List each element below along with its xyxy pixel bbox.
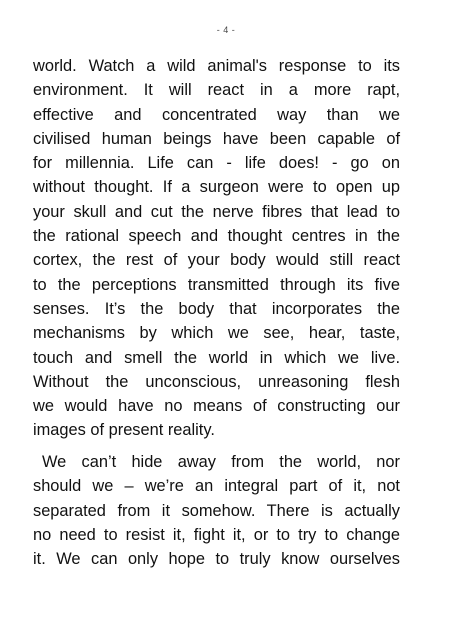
text-line: we would have no means of constructing our [33, 397, 400, 416]
text-line: effective and concentrated way than we [33, 105, 400, 124]
text-line: it. We can only hope to truly know ourselves [33, 550, 400, 569]
text-line: We can’t hide away from the world, nor [42, 453, 400, 471]
paragraph-1 [33, 54, 400, 443]
text-line: to the perceptions transmitted through its five [33, 275, 400, 294]
text-line: without thought. If a surgeon were to open up [33, 178, 400, 197]
text-line: civilised human beings have been capable of [33, 129, 400, 148]
text-line: Without the unconscious, unreasoning flesh [33, 372, 400, 391]
text-line: world. Watch a wild animal's response to its [33, 57, 400, 75]
text-line: cortex, the rest of your body would still react [33, 251, 400, 270]
page-number: - 4 - [216, 25, 236, 35]
text-line: separated from it somehow. There is actually [33, 501, 400, 520]
text-line: senses. It’s the body that incorporates the [33, 299, 400, 318]
text-line: for millennia. Life can - life does! - go on [33, 154, 400, 173]
text-line: environment. It will react in a more rapt, [33, 81, 400, 100]
paragraph-2 [33, 450, 400, 571]
text-line: touch and smell the world in which we live. [33, 348, 400, 367]
text-line: your skull and cut the nerve fibres that lead to [33, 202, 400, 221]
text-line: mechanisms by which we see, hear, taste, [33, 324, 400, 343]
text-line: should we – we’re an integral part of it, not [33, 477, 400, 496]
text-line: images of present reality. [33, 421, 215, 440]
text-line: no need to resist it, fight it, or to try to change [33, 525, 400, 544]
text-line: the rational speech and thought centres in the [33, 227, 400, 246]
